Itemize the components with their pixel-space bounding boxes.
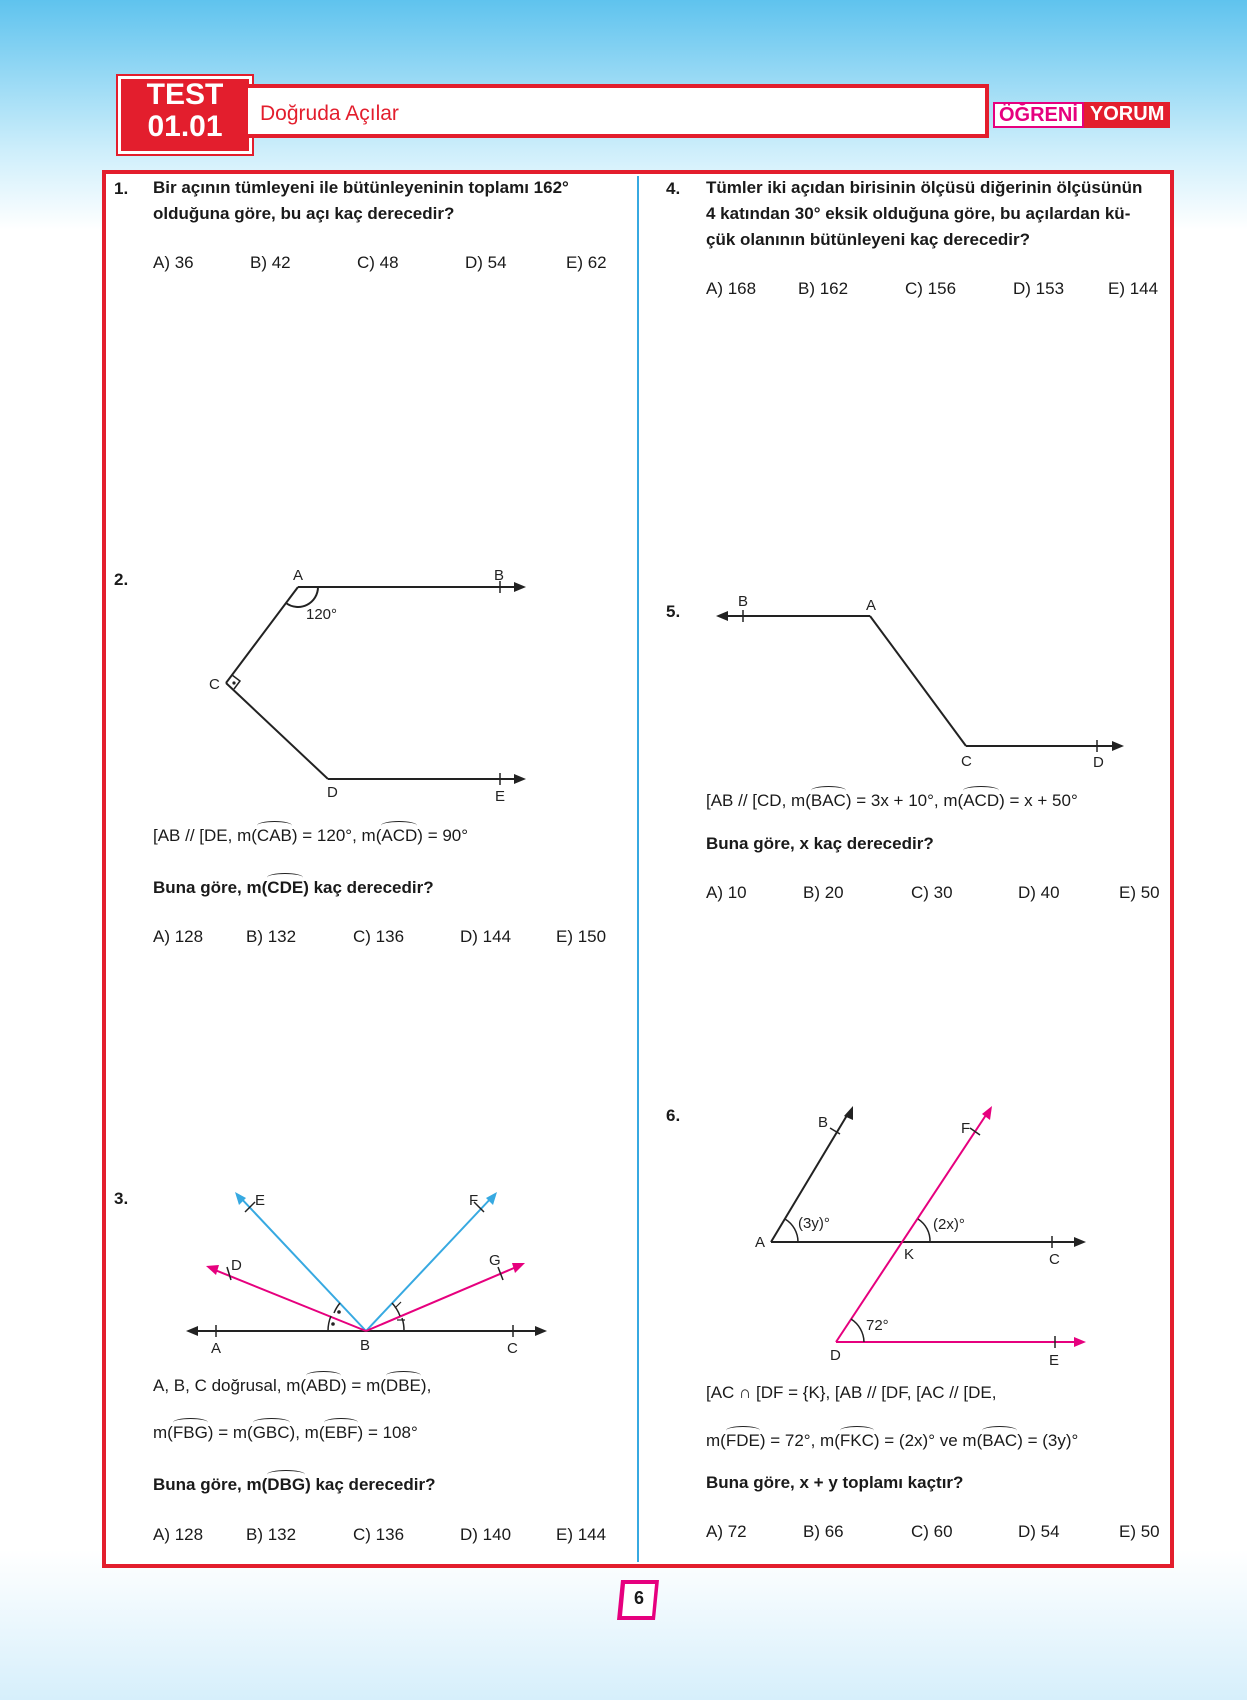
q5-option-d[interactable]: D) 40 (1018, 883, 1060, 902)
q3-arc-dbg-text: DBG (267, 1475, 306, 1494)
q6-question: Buna göre, x + y toplamı kaçtır? (706, 1473, 964, 1492)
q3-label-d: D (231, 1257, 242, 1274)
q4-option-e[interactable]: E) 144 (1108, 279, 1159, 298)
q6-line2-prefix: m (706, 1431, 721, 1450)
q6-tick-f (970, 1128, 980, 1135)
q2-arc-cab: CAB (256, 826, 292, 845)
q5-option-b[interactable]: B) 20 (803, 883, 844, 902)
q6-arrow-c (1074, 1237, 1086, 1247)
q6-option-c[interactable]: C) 60 (911, 1522, 953, 1541)
brand-part2: YORUM (1084, 102, 1170, 128)
q3-question-prefix: Buna göre, m (153, 1475, 262, 1494)
q2-angle-label: 120° (306, 606, 338, 623)
q1-number: 1. (114, 179, 129, 198)
page-number-badge (617, 1578, 661, 1622)
brand-part1: ÖĞRENİ (993, 102, 1084, 128)
q6-arc-fde-text: FDE (725, 1431, 760, 1450)
q3-option-b[interactable]: B) 132 (246, 1525, 297, 1544)
q3-question-end: kaç derecedir? (310, 1475, 436, 1494)
q2-label-c: C (209, 676, 220, 693)
q2-given: [AB // [DE, m(CAB) = 120°, m(ACD) = 90° (153, 826, 469, 845)
q4-text-line3: çük olanının bütünleyeni kaç derecedir? (706, 230, 1031, 249)
q6-arc-fde (851, 1319, 864, 1342)
q6-angle-72: 72° (866, 1317, 889, 1334)
q2-question: Buna göre, m(CDE) kaç derecedir? (153, 878, 434, 897)
q6-number: 6. (666, 1106, 681, 1125)
q2-arc-cde: CDE (267, 878, 304, 897)
q3-label-c: C (507, 1340, 518, 1357)
q5-label-b: B (738, 593, 749, 610)
q5-label-c: C (961, 753, 972, 770)
q6-option-a[interactable]: A) 72 (706, 1522, 747, 1541)
q4-option-b[interactable]: B) 162 (798, 279, 849, 298)
q6-arc-bac-text: BAC (982, 1431, 1018, 1450)
q1-option-c[interactable]: C) 48 (357, 253, 399, 272)
q6-label-c: C (1049, 1251, 1060, 1268)
q2-question-prefix: Buna göre, m (153, 878, 262, 897)
q3-arc-dbe-text: DBE (385, 1376, 421, 1395)
q5-given: [AB // [CD, m(BAC) = 3x + 10°, m(ACD) = x + 50° (706, 791, 1078, 810)
q6-line2-mid1: = 72°, m (765, 1431, 835, 1450)
q3-line2-mid1: = m (213, 1423, 248, 1442)
q2-label-d: D (327, 784, 338, 801)
q3-given-line2: m(FBG) = m(GBC), m(EBF) = 108° (153, 1423, 418, 1442)
q2-option-c[interactable]: C) 136 (353, 927, 405, 946)
q2-option-d[interactable]: D) 144 (460, 927, 512, 946)
q3-arc-ebf-text: EBF (324, 1423, 358, 1442)
q6-label-b: B (818, 1114, 829, 1131)
q2-label-a: A (293, 567, 304, 584)
q2-number: 2. (114, 570, 129, 589)
q3-label-a: A (211, 1340, 222, 1357)
q5-arc-acd: ACD (963, 791, 1000, 810)
q1-option-b[interactable]: B) 42 (250, 253, 291, 272)
q5-given-end: = x + 50° (1004, 791, 1078, 810)
q6-angle-2x: (2x)° (933, 1216, 965, 1233)
q3-line2-mid2: , m (295, 1423, 319, 1442)
q2-option-b[interactable]: B) 132 (246, 927, 297, 946)
q2-option-e[interactable]: E) 150 (556, 927, 607, 946)
q5-question: Buna göre, x kaç derecedir? (706, 834, 934, 853)
q6-label-f: F (961, 1120, 971, 1137)
q2-given-end: = 90° (422, 826, 469, 845)
q3-line1-prefix: A, B, C doğrusal, m (153, 1376, 301, 1395)
q2-option-a[interactable]: A) 128 (153, 927, 204, 946)
q4-number: 4. (666, 179, 681, 198)
q3-label-b: B (360, 1337, 371, 1354)
q3-number: 3. (114, 1189, 129, 1208)
q5-arc-bac: BAC (810, 791, 846, 810)
q4-text-line2: 4 katından 30° eksik olduğuna göre, bu açılardan kü- (706, 204, 1131, 223)
q6-arrow-e (1074, 1337, 1086, 1347)
q6-option-e[interactable]: E) 50 (1119, 1522, 1160, 1541)
q6-label-e: E (1049, 1352, 1060, 1369)
q2-label-e: E (495, 788, 506, 805)
q1-option-a[interactable]: A) 36 (153, 253, 194, 272)
q6-label-d: D (830, 1347, 841, 1364)
q3-arc-fbg-text: FBG (172, 1423, 208, 1442)
q6-given-line2: m(FDE) = 72°, m(FKC) = (2x)° ve m(BAC) = (3y)° (706, 1431, 1079, 1450)
q6-ray-df (836, 1112, 988, 1342)
q6-label-a: A (755, 1234, 766, 1251)
page-number: 6 (633, 1588, 644, 1608)
q3-label-e: E (255, 1192, 266, 1209)
q6-arc-fkc (918, 1219, 930, 1242)
q6-line2-mid2: = (2x)° ve m (879, 1431, 977, 1450)
q3-line2-prefix: m (153, 1423, 168, 1442)
q3-line1-mid: = m (346, 1376, 381, 1395)
q4-text-line1: Tümler iki açıdan birisinin ölçüsü diğerinin ölçüsünün (706, 178, 1143, 197)
q1-option-e[interactable]: E) 62 (566, 253, 607, 272)
q3-arc-abd-text: ABD (306, 1376, 342, 1395)
q3-question: Buna göre, m(DBG) kaç derecedir? (153, 1475, 436, 1494)
q2-question-end: kaç derecedir? (308, 878, 434, 897)
q5-option-a[interactable]: A) 10 (706, 883, 747, 902)
test-label: TEST (146, 78, 224, 111)
q5-label-a: A (866, 597, 877, 614)
q3-arc-gbc-text: GBC (252, 1423, 290, 1442)
q3-given-line1: A, B, C doğrusal, m(ABD) = m(DBE), (153, 1376, 432, 1395)
q2-label-b: B (494, 567, 505, 584)
q6-given-line1: [AC ∩ [DF = {K}, [AB // [DF, [AC // [DE, (706, 1383, 997, 1402)
q5-number: 5. (666, 602, 681, 621)
q5-given-prefix: [AB // [CD, m (706, 791, 806, 810)
q1-option-d[interactable]: D) 54 (465, 253, 507, 272)
q5-option-e[interactable]: E) 50 (1119, 883, 1160, 902)
q6-arc-bac (785, 1219, 798, 1242)
q3-option-a[interactable]: A) 128 (153, 1525, 204, 1544)
q2-given-prefix: [AB // [DE, m (153, 826, 252, 845)
q4-option-a[interactable]: A) 168 (706, 279, 757, 298)
q5-given-mid: = 3x + 10°, m (851, 791, 958, 810)
q3-line2-end: = 108° (363, 1423, 418, 1442)
q1-text-line1: Bir açının tümleyeni ile bütünleyeninin toplamı 162° (153, 178, 569, 197)
q6-label-k: K (904, 1246, 915, 1263)
q6-option-b[interactable]: B) 66 (803, 1522, 844, 1541)
q1-text-line2: olduğuna göre, bu açı kaç derecedir? (153, 204, 455, 223)
q3-line1-end: , (426, 1376, 432, 1395)
q6-line2-end: = (3y)° (1022, 1431, 1079, 1450)
q3-option-c[interactable]: C) 136 (353, 1525, 405, 1544)
q6-arc-fkc-text: FKC (839, 1431, 874, 1450)
q2-arc-acd: ACD (381, 826, 418, 845)
q3-label-g: G (489, 1252, 501, 1269)
q5-label-d: D (1093, 754, 1104, 771)
q3-label-f: F (469, 1192, 479, 1209)
q6-option-d[interactable]: D) 54 (1018, 1522, 1060, 1541)
q4-option-d[interactable]: D) 153 (1013, 279, 1065, 298)
page-title: Doğruda Açılar (260, 102, 399, 125)
q4-option-c[interactable]: C) 156 (905, 279, 957, 298)
q2-given-mid: = 120°, m (297, 826, 376, 845)
q6-angle-3y: (3y)° (798, 1215, 830, 1232)
test-number: 01.01 (147, 110, 223, 143)
q5-option-c[interactable]: C) 30 (911, 883, 953, 902)
q3-option-d[interactable]: D) 140 (460, 1525, 512, 1544)
q3-option-e[interactable]: E) 144 (556, 1525, 607, 1544)
